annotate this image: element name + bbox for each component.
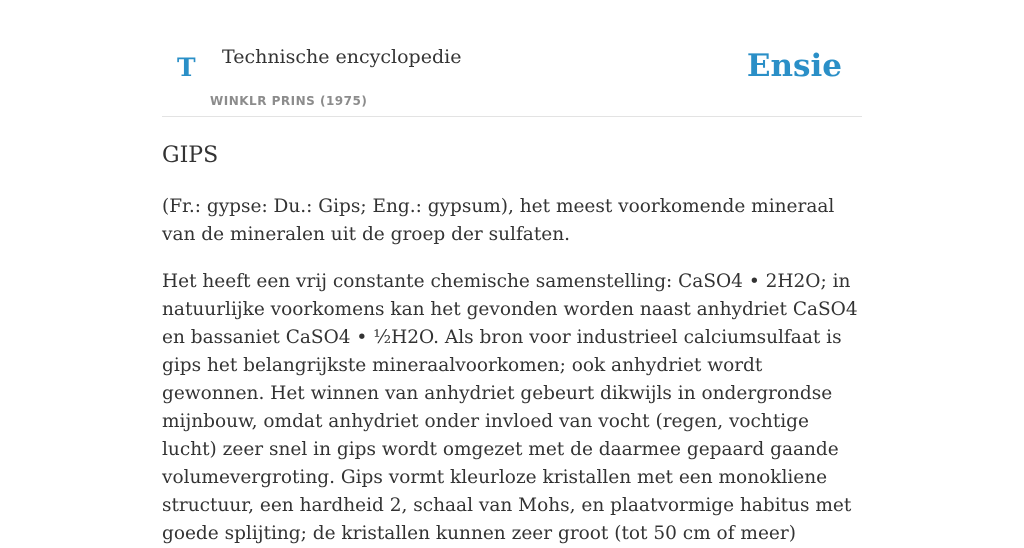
article-title: GIPS xyxy=(162,143,219,168)
book-title-link[interactable]: Technische encyclopedie xyxy=(222,46,462,68)
page-container xyxy=(162,0,862,548)
book-header xyxy=(162,0,862,117)
article-paragraph-1: (Fr.: gypse: Du.: Gips; Eng.: gypsum), het meest voorkomende mineraal van de mineralen uit de groep der sulfaten. xyxy=(162,196,835,246)
article-paragraph-2: Het heeft een vrij constante chemische samenstelling: CaSO4 • 2H2O; in natuurlijke voorkomens kan het gevonden worden naast anhydriet CaSO4 en bassaniet CaSO4 • ½H2O. Als bron voor industrieel calciumsulfaat is gips het belangrijkste mineraalvoorkomen; ook anhydriet wordt gewonnen. Het winnen van anhydriet gebeurt dikwijls in ondergrondse mijnbouw, omdat anhydriet onder invloed van vocht (regen, vochtige lucht) zeer snel in gips wordt omgezet met de daarmee gepaard gaande volumevergroting. Gips vormt kleurloze kristallen met een monokliene structuur, een hardheid 2, schaal van Mohs, en plaatvormige habitus met goede splijting; de kristallen kunnen zeer groot (tot 50 cm of meer) xyxy=(162,271,858,545)
ensie-logo[interactable]: Ensie xyxy=(746,48,842,84)
book-subtitle: WINKLR PRINS (1975) xyxy=(210,94,368,108)
book-logo-icon[interactable]: T xyxy=(177,53,196,82)
